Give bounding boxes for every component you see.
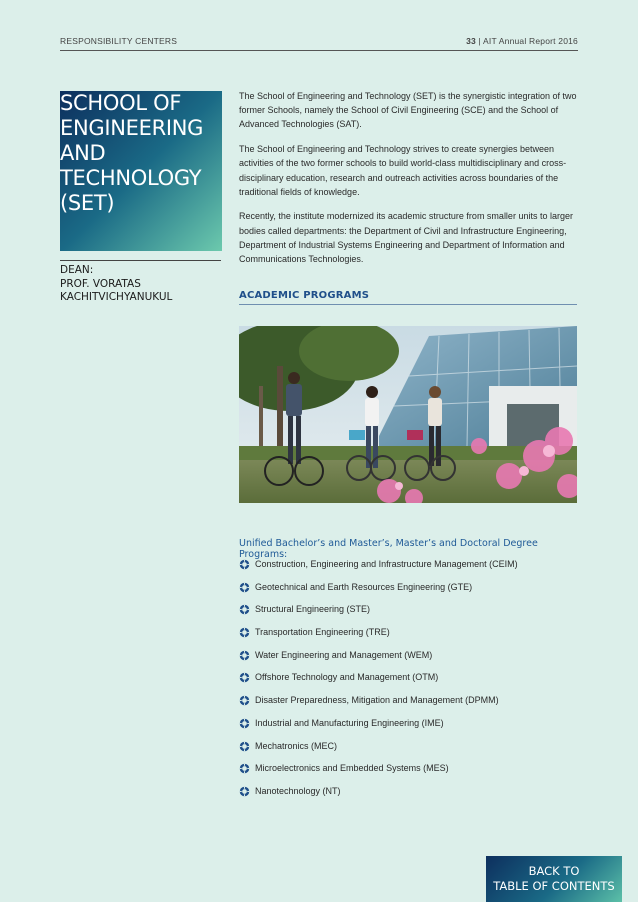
gear-bullet-icon [239, 786, 250, 797]
page-separator: | [475, 36, 484, 46]
list-item [239, 604, 579, 627]
page-header [60, 36, 578, 51]
program-name: Structural Engineering (STE) [255, 604, 371, 615]
list-item [239, 650, 579, 673]
paragraph: Recently, the institute modernized its academic structure from smaller units to larger bodies called departments: the Department of Civil and Infrastructure Engineering, Department of Industrial Systems Engineering and Department of Information and Communications Technologies. [239, 211, 573, 265]
list-item [239, 695, 579, 718]
dean-divider [60, 260, 221, 261]
dean-info: DEAN: PROF. VORATAS KACHITVICHYANUKUL [60, 264, 173, 303]
campus-photo [239, 326, 577, 503]
gear-bullet-icon [239, 604, 250, 615]
programs-subheading: Unified Bachelor’s and Master’s, Master’s and Doctoral Degree Programs: [239, 538, 538, 560]
back-button-line1: BACK TO [528, 864, 580, 878]
program-name: Mechatronics (MEC) [255, 740, 338, 751]
gear-bullet-icon [239, 718, 250, 729]
list-item [239, 627, 579, 650]
program-name: Transportation Engineering (TRE) [255, 627, 390, 638]
program-name: Disaster Preparedness, Mitigation and Management (DPMM) [255, 695, 499, 706]
page-title: SCHOOL OF ENGINEERING AND TECHNOLOGY (SET) [60, 91, 204, 215]
page-reference [466, 36, 578, 46]
list-item [239, 559, 579, 582]
program-name: Geotechnical and Earth Resources Engineering (GTE) [255, 581, 473, 592]
list-item [239, 741, 579, 764]
title-block [60, 91, 222, 251]
program-name: Offshore Technology and Management (OTM) [255, 672, 439, 683]
gear-bullet-icon [239, 650, 250, 661]
gear-bullet-icon [239, 559, 250, 570]
gear-bullet-icon [239, 763, 250, 774]
program-name: Construction, Engineering and Infrastructure Management (CEIM) [255, 559, 518, 569]
section-label: RESPONSIBILITY CENTERS [60, 36, 178, 46]
program-list [239, 559, 579, 809]
program-name: Industrial and Manufacturing Engineering (IME) [255, 717, 444, 728]
paragraph: The School of Engineering and Technology (SET) is the synergistic integration of two former Schools, namely the School of Civil Engineering (SCE) and the School of Advanced Technologies (SAT). [239, 91, 577, 130]
campus-photo-illustration [239, 326, 577, 503]
list-item [239, 786, 579, 809]
gear-bullet-icon [239, 672, 250, 683]
program-name: Microelectronics and Embedded Systems (MES) [255, 763, 449, 774]
back-to-toc-button[interactable] [486, 856, 622, 902]
gear-bullet-icon [239, 582, 250, 593]
list-item [239, 582, 579, 605]
report-title: AIT Annual Report 2016 [483, 36, 578, 46]
list-item [239, 672, 579, 695]
gear-bullet-icon [239, 627, 250, 638]
program-name: Water Engineering and Management (WEM) [255, 649, 433, 660]
academic-programs-heading: ACADEMIC PROGRAMS [239, 290, 577, 305]
list-item [239, 718, 579, 741]
program-name: Nanotechnology (NT) [255, 785, 341, 796]
gear-bullet-icon [239, 741, 250, 752]
intro-text [239, 89, 579, 277]
list-item [239, 763, 579, 786]
paragraph: The School of Engineering and Technology strives to create synergies between activities of the two former schools to build world-class multidisciplinary and cross-disciplinary education, research and outreach activities across boundaries of the traditional fields of knowledge. [239, 144, 567, 197]
gear-bullet-icon [239, 695, 250, 706]
page-number: 33 [466, 36, 476, 46]
back-button-line2: TABLE OF CONTENTS [493, 879, 615, 893]
